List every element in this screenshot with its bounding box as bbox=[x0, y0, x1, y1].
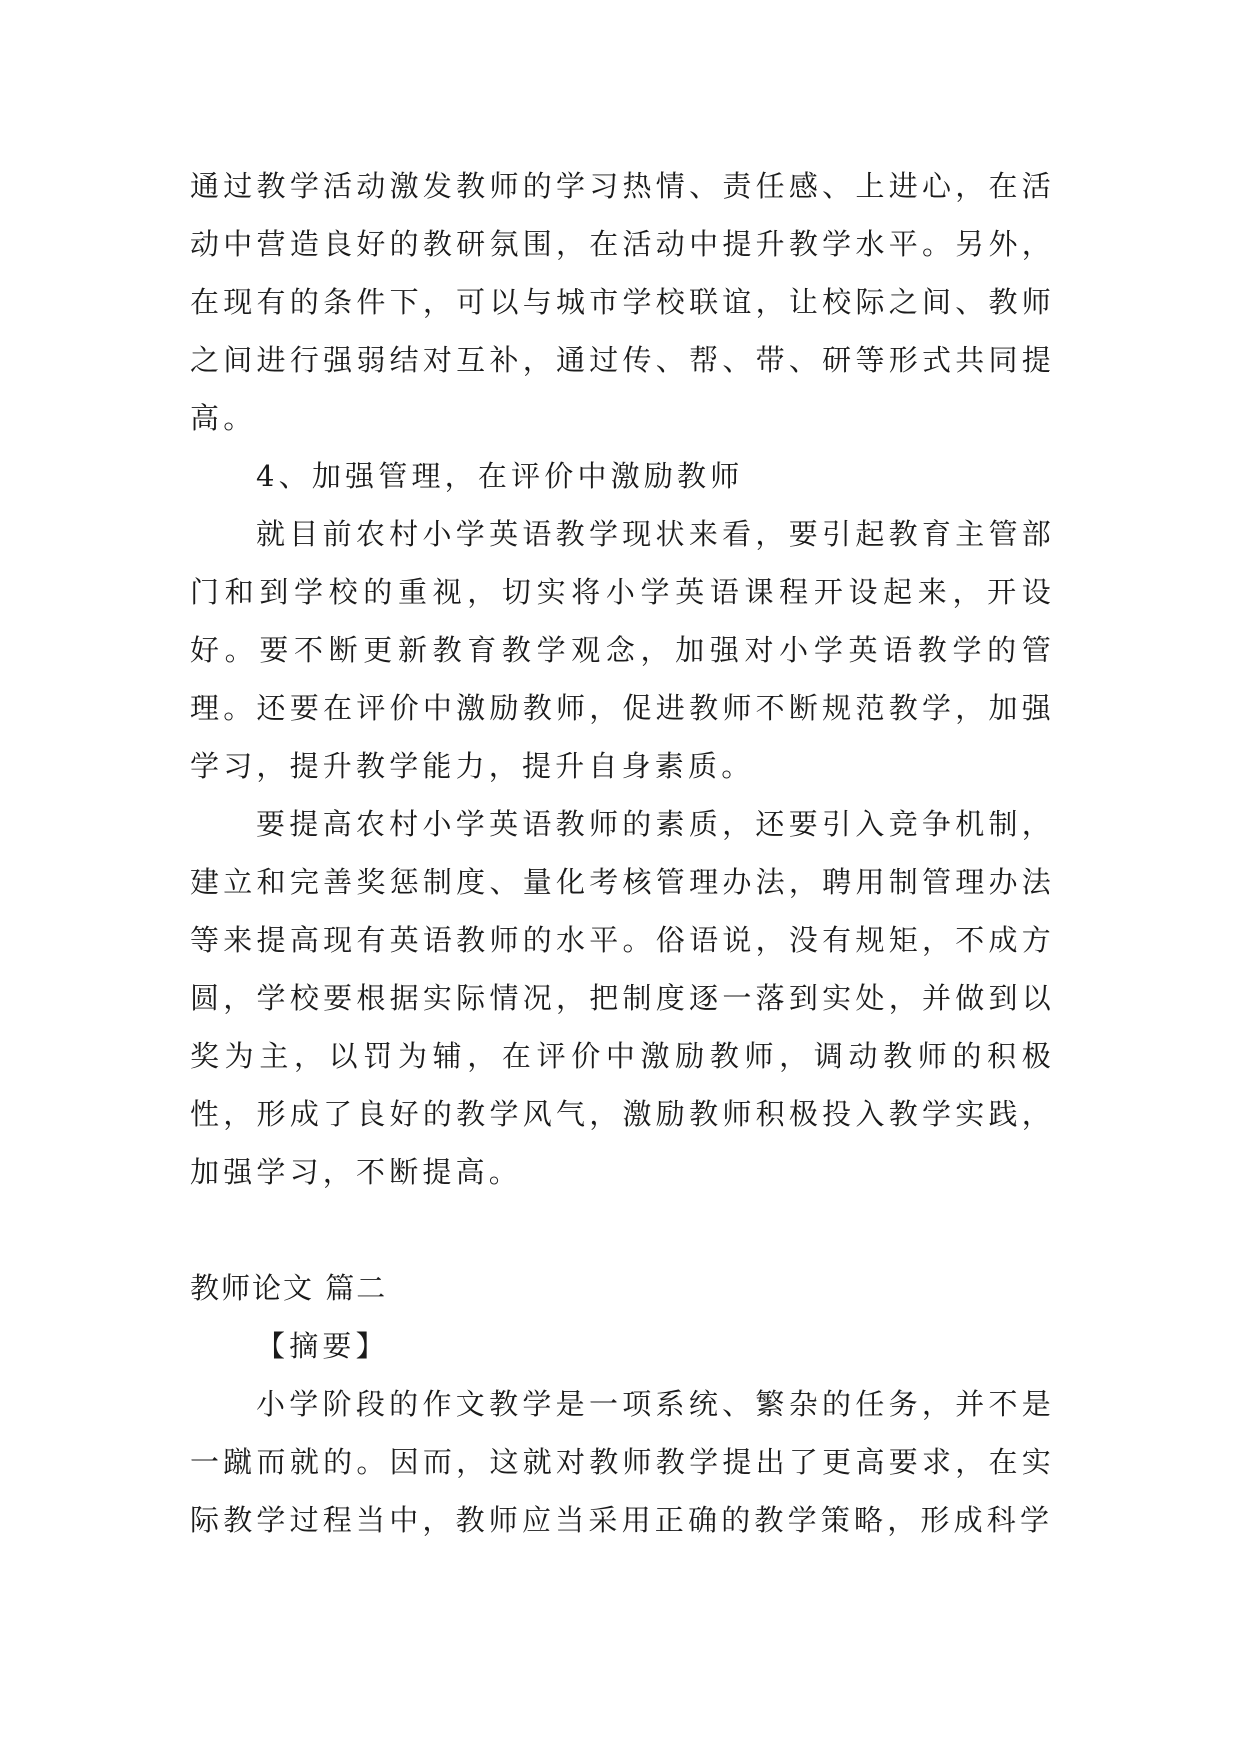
subheading-4: 4、加强管理，在评价中激励教师 bbox=[256, 459, 744, 493]
section-title: 教师论文 篇二 bbox=[190, 1271, 388, 1305]
document-page bbox=[190, 157, 1055, 1549]
body-paragraph-4: 小学阶段的作文教学是一项系统、繁杂的任务，并不是一蹴而就的。因而，这就对教师教学提出了更高要求，在实际教学过程当中，教师应当采用正确的教学策略，形成科学 bbox=[190, 1387, 1055, 1537]
body-paragraph-3: 要提高农村小学英语教师的素质，还要引入竞争机制，建立和完善奖惩制度、量化考核管理办法，聘用制管理办法等来提高现有英语教师的水平。俗语说，没有规矩，不成方圆，学校要根据实际情况，把制度逐一落到实处，并做到以奖为主，以罚为辅，在评价中激励教师，调动教师的积极性，形成了良好的教学风气，激励教师积极投入教学实践，加强学习，不断提高。 bbox=[190, 807, 1055, 1189]
body-paragraph-2: 就目前农村小学英语教学现状来看，要引起教育主管部门和到学校的重视，切实将小学英语课程开设起来，开设好。要不断更新教育教学观念，加强对小学英语教学的管理。还要在评价中激励教师，促进教师不断规范教学，加强学习，提升教学能力，提升自身素质。 bbox=[190, 517, 1055, 783]
body-paragraph-1: 通过教学活动激发教师的学习热情、责任感、上进心，在活动中营造良好的教研氛围，在活动中提升教学水平。另外，在现有的条件下，可以与城市学校联谊，让校际之间、教师之间进行强弱结对互补，通过传、帮、带、研等形式共同提高。 bbox=[190, 169, 1055, 435]
abstract-label: 【摘要】 bbox=[256, 1329, 389, 1363]
